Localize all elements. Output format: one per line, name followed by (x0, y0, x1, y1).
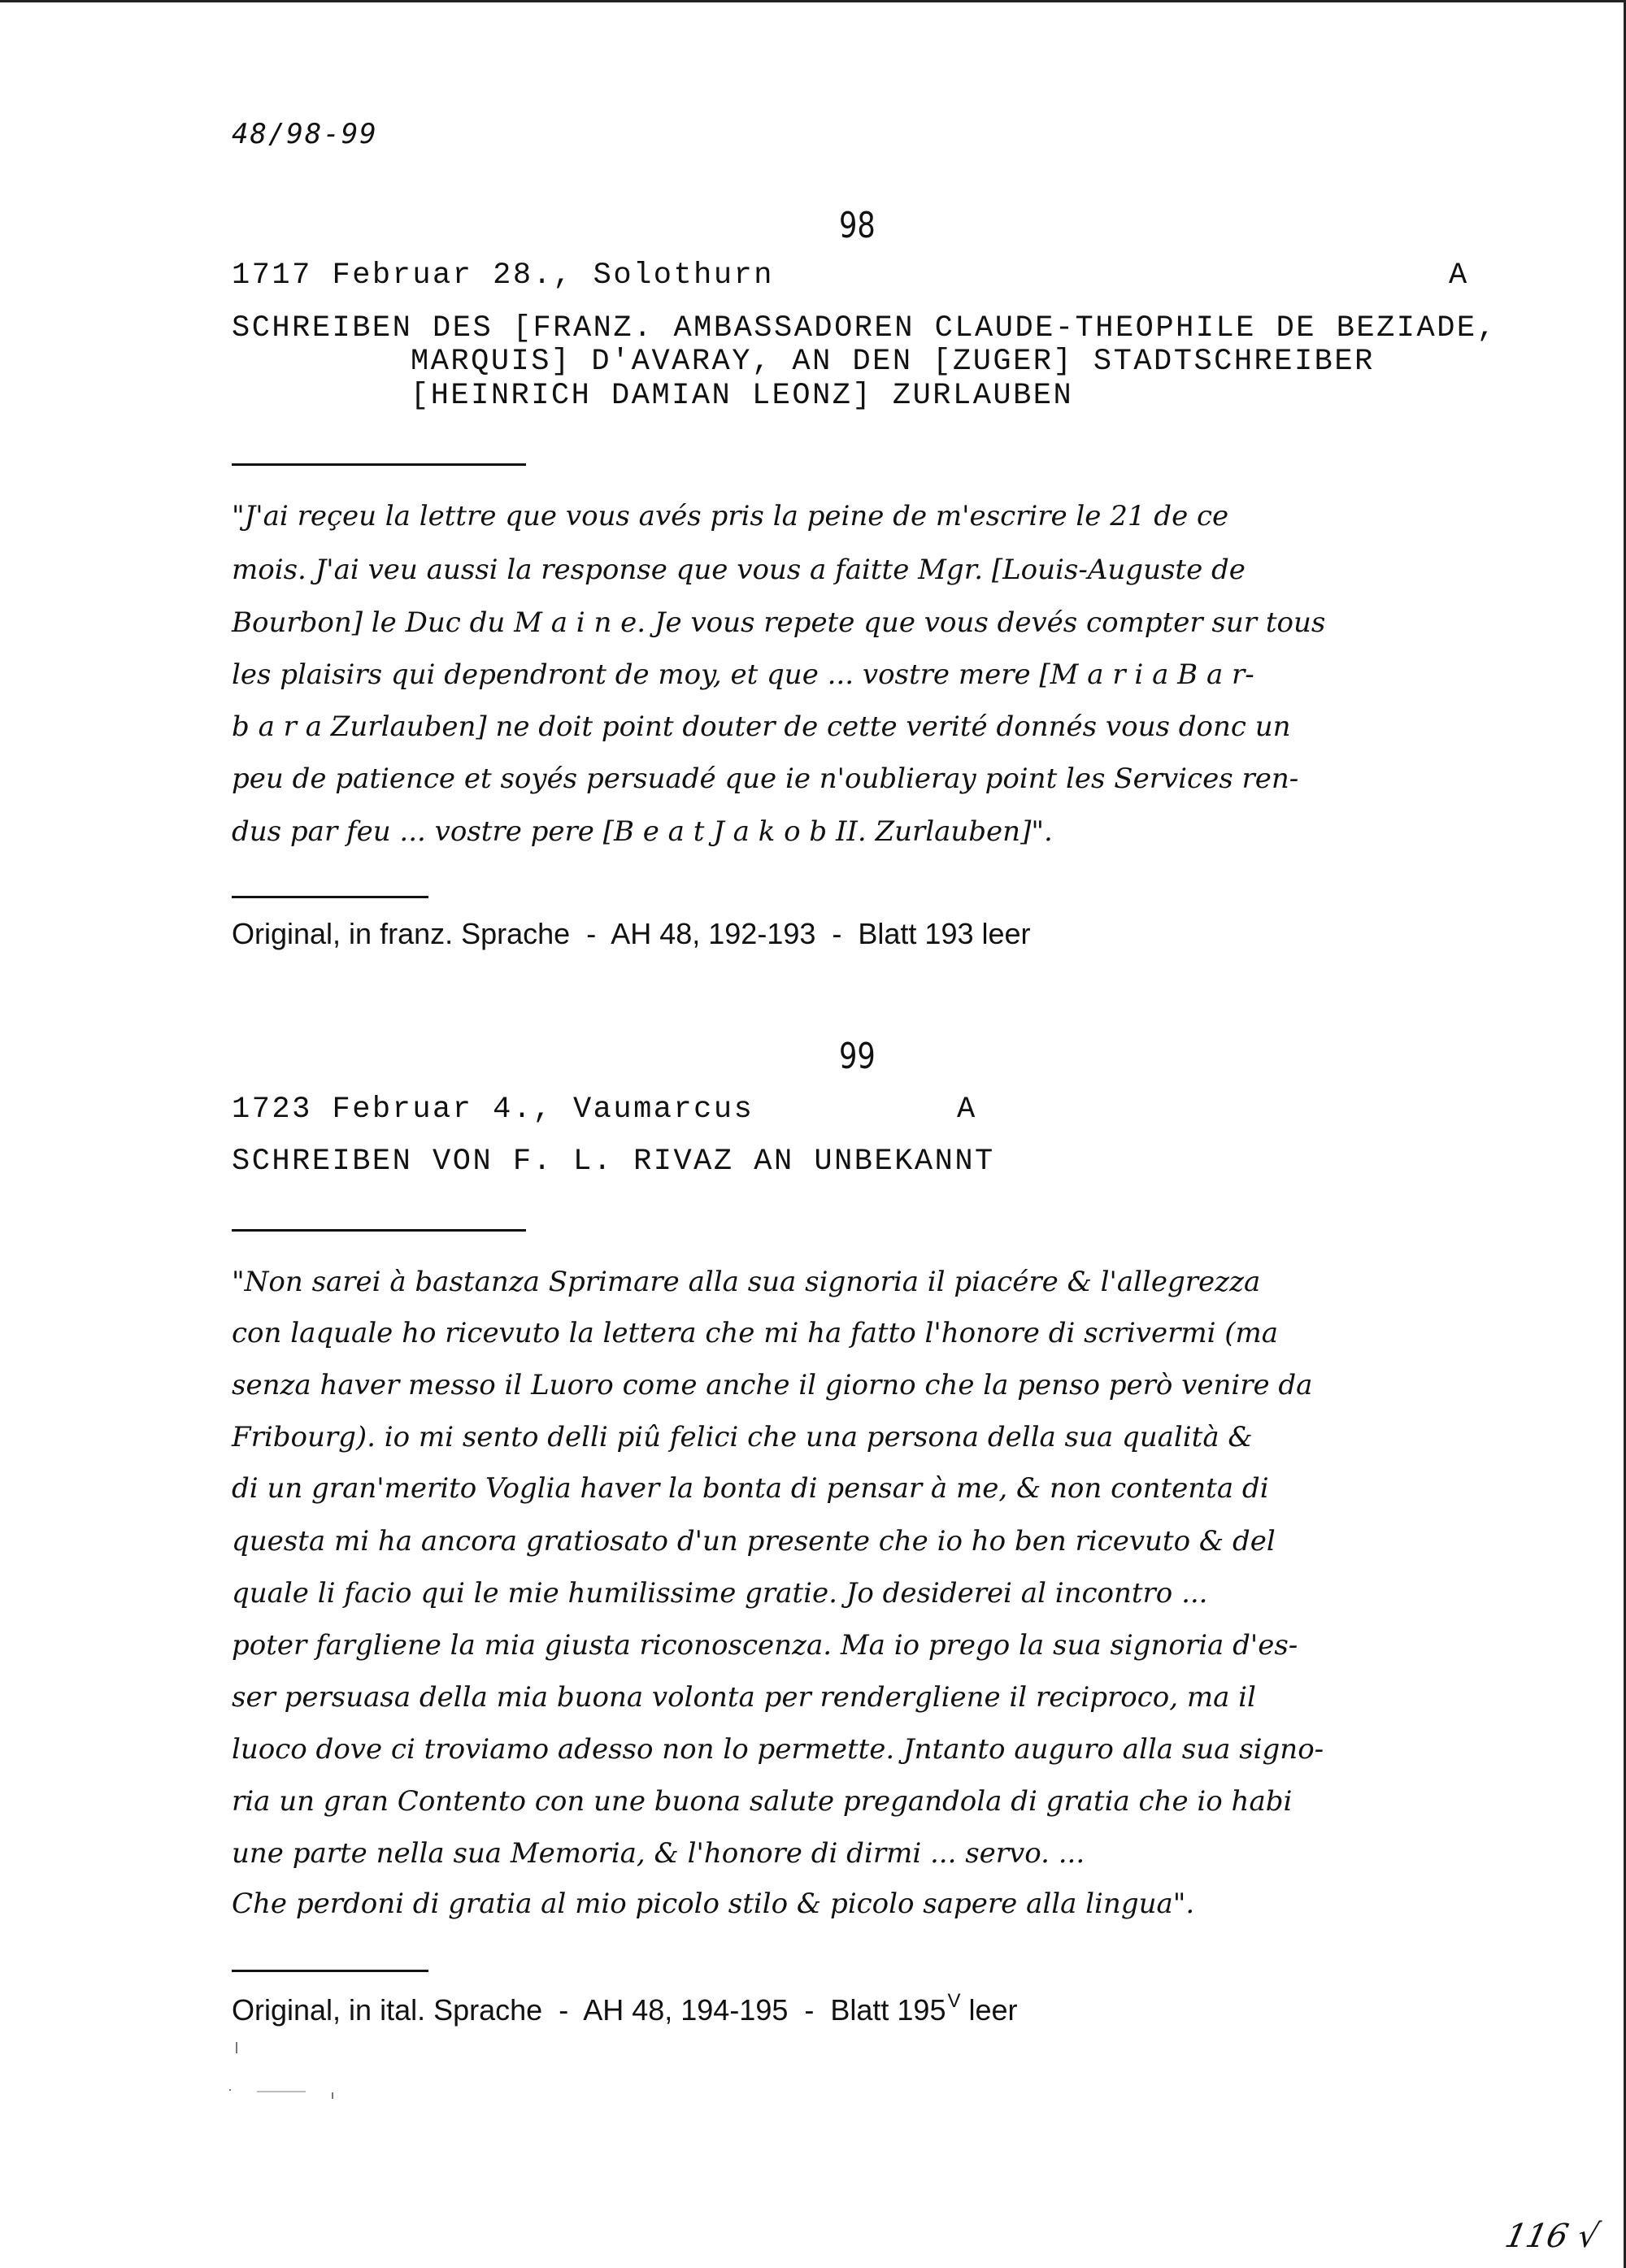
source-suffix: leer (960, 1993, 1018, 2027)
scan-speck (236, 2042, 237, 2053)
entry-98-number: 98 (839, 205, 876, 246)
entry-99-quote-line: di un gran'merito Voglia haver la bonta di pensar à me, & non contenta di (232, 1472, 1269, 1505)
handwritten-page-note: 116 √ (1502, 2218, 1603, 2255)
entry-99-marker: A (957, 1093, 977, 1127)
entry-98-quote-line: les plaisirs qui dependront de moy, et que ... vostre mere [M a r i a B a r- (232, 658, 1254, 691)
entry-98-heading-line: MARQUIS] D'AVARAY, AN DEN [ZUGER] STADTSCHREIBER (411, 345, 1375, 379)
entry-99-quote-line: poter fargliene la mia giusta riconoscenza. Ma io prego la sua signoria d'es- (232, 1629, 1298, 1662)
page-border-top (0, 0, 1626, 2)
entry-98-heading-line: SCHREIBEN DES [FRANZ. AMBASSADOREN CLAUDE-THEOPHILE DE BEZIADE, (232, 311, 1498, 345)
entry-98-quote-line: mois. J'ai veu aussi la response que vous a faitte Mgr. [Louis-Auguste de (232, 554, 1246, 586)
scan-speck (229, 2089, 231, 2091)
entry-98-heading-line: [HEINRICH DAMIAN LEONZ] ZURLAUBEN (411, 379, 1074, 413)
entry-98-divider-rule (232, 463, 526, 466)
entry-98-quote-line: dus par feu ... vostre pere [B e a t J a k o b II. Zurlauben]". (232, 815, 1053, 848)
entry-99-source (232, 1990, 1018, 2027)
entry-98-quote-line: b a r a Zurlauben] ne doit point douter de cette verité donnés vous donc un (232, 710, 1291, 743)
entry-98-quote-line: peu de patience et soyés persuadé que ie n'oublieray point les Services ren- (232, 763, 1299, 795)
scan-speck (332, 2092, 333, 2099)
entry-98-quote-line (232, 500, 1496, 532)
entry-99-quote-line: ria un gran Contento con une buona salute pregandola di gratia che io habi (232, 1785, 1293, 1818)
entry-99-quote-line: luoco dove ci troviamo adesso non lo permette. Jntanto auguro alla sua signo- (232, 1733, 1324, 1766)
source-text: Original, in ital. Sprache - AH 48, 194-195 - Blatt 195 (232, 1993, 946, 2027)
entry-99-quote-line: quale li facio qui le mie humilissime gratie. Jo desiderei al incontro ... (232, 1577, 1208, 1610)
entry-99-quote-line: ser persuasa della mia buona volonta per rendergliene il reciproco, ma il (232, 1681, 1256, 1714)
entry-99-source-rule (232, 1970, 428, 1972)
entry-98-date-place: 1717 Februar 28., Solothurn (232, 259, 774, 293)
scan-speck (257, 2091, 306, 2092)
entry-99-quote-line: une parte nella sua Memoria, & l'honore di dirmi ... servo. ... (232, 1837, 1085, 1870)
entry-98-marker: A (1449, 259, 1469, 293)
entry-99-date-place: 1723 Februar 4., Vaumarcus (232, 1093, 754, 1127)
entry-99-quote-line: "Non sarei à bastanza Sprimare alla sua signoria il piacére & l'allegrezza (232, 1266, 1261, 1298)
folio-reference: 48/98-99 (232, 118, 378, 150)
entry-99-number: 99 (839, 1036, 876, 1077)
entry-99-quote-line: Che perdoni di gratia al mio picolo stilo & picolo sapere alla lingua". (232, 1888, 1195, 1920)
entry-99-quote-line: Fribourg). io mi sento delli piû felici che una persona della sua qualità & (232, 1421, 1253, 1453)
quote-text: "J'ai reçeu la lettre que vous avés pris la peine de m'escrire le 21 de ce (232, 500, 1229, 532)
entry-98-quote-line: Bourbon] le Duc du M a i n e. Je vous repete que vous devés compter sur tous (232, 606, 1326, 639)
entry-99-quote-line: questa mi ha ancora gratiosato d'un presente che io ho ben ricevuto & del (232, 1525, 1276, 1558)
entry-98-source-rule (232, 896, 428, 898)
verso-superscript: V (947, 1990, 961, 2012)
entry-99-divider-rule (232, 1229, 526, 1232)
entry-99-quote-line: con laquale ho ricevuto la lettera che mi ha fatto l'honore di scrivermi (ma (232, 1317, 1279, 1349)
entry-98-source: Original, in franz. Sprache - AH 48, 192-193 - Blatt 193 leer (232, 917, 1031, 950)
entry-99-quote-line: senza haver messo il Luoro come anche il giorno che la penso però venire da (232, 1369, 1313, 1401)
entry-99-heading-line: SCHREIBEN VON F. L. RIVAZ AN UNBEKANNT (232, 1145, 995, 1179)
